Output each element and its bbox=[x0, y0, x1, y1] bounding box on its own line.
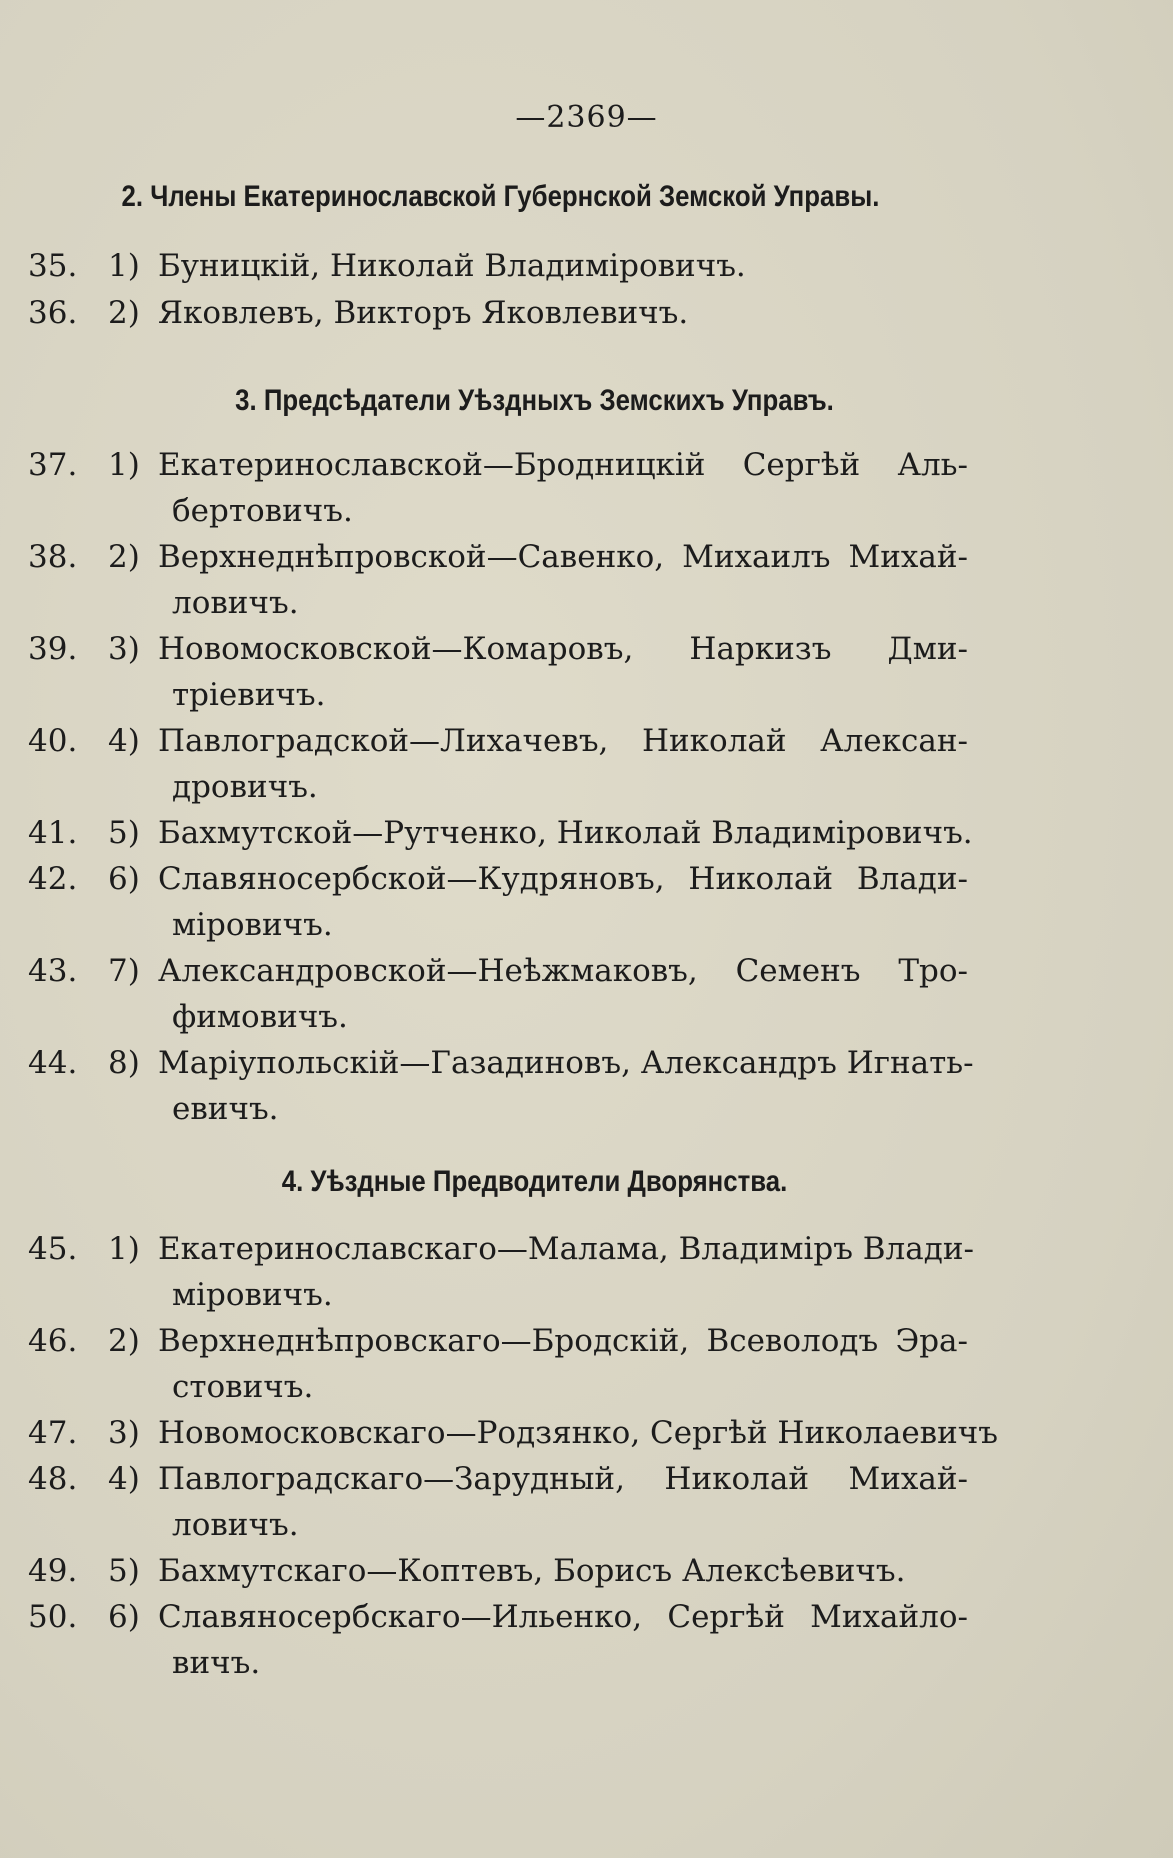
entry-number: 46. bbox=[28, 1323, 78, 1359]
entry-number: 39. bbox=[28, 631, 78, 667]
entry-text-continued: бертовичъ. bbox=[172, 493, 353, 529]
entry-subnumber: 2) bbox=[108, 539, 140, 575]
entry-text: Павлоградской—Лихачевъ, Николай Алексан- bbox=[158, 723, 968, 759]
entry-subnumber: 4) bbox=[108, 1461, 140, 1497]
entry-text: Бахмутскаго—Коптевъ, Борисъ Алексѣевичъ. bbox=[158, 1553, 906, 1589]
section-heading: 2. Члены Екатеринославской Губернской Земской Управы. bbox=[121, 180, 880, 213]
page-number: —2369— bbox=[515, 100, 658, 135]
entry-subnumber: 4) bbox=[108, 723, 140, 759]
entry-text: Екатеринославской—Бродницкій Сергѣй Аль- bbox=[158, 447, 968, 483]
entry-subnumber: 1) bbox=[108, 248, 140, 284]
entry-text-continued: дровичъ. bbox=[172, 769, 318, 805]
entry-number: 40. bbox=[28, 723, 78, 759]
entry-subnumber: 1) bbox=[108, 447, 140, 483]
entry-subnumber: 8) bbox=[108, 1045, 140, 1081]
entry-text: Екатеринославскаго—Малама, Владиміръ Влади- bbox=[158, 1231, 974, 1267]
entry-text: Новомосковской—Комаровъ, Наркизъ Дми- bbox=[158, 631, 968, 667]
entry-number: 45. bbox=[28, 1231, 78, 1267]
entry-number: 38. bbox=[28, 539, 78, 575]
entry-subnumber: 6) bbox=[108, 1599, 140, 1635]
entry-text-continued: тріевичъ. bbox=[172, 677, 326, 713]
entry-text: Верхнеднѣпровской—Савенко, Михаилъ Михай- bbox=[158, 539, 968, 575]
section-heading: 4. Уѣздные Предводители Дворянства. bbox=[281, 1165, 788, 1198]
entry-subnumber: 3) bbox=[108, 1415, 140, 1451]
entry-text: Маріупольскій—Газадиновъ, Александръ Игнать- bbox=[158, 1045, 974, 1081]
entry-number: 35. bbox=[28, 248, 78, 284]
entry-text-continued: ловичъ. bbox=[172, 585, 299, 621]
entry-number: 42. bbox=[28, 861, 78, 897]
entry-subnumber: 2) bbox=[108, 295, 140, 331]
entry-number: 43. bbox=[28, 953, 78, 989]
entry-text-continued: вичъ. bbox=[172, 1645, 261, 1681]
entry-text: Александровской—Неѣжмаковъ, Семенъ Тро- bbox=[158, 953, 968, 989]
entry-subnumber: 6) bbox=[108, 861, 140, 897]
entry-text-continued: стовичъ. bbox=[172, 1369, 314, 1405]
entry-number: 41. bbox=[28, 815, 78, 851]
entry-text-continued: ловичъ. bbox=[172, 1507, 299, 1543]
section-heading: 3. Предсѣдатели Уѣздныхъ Земскихъ Управъ. bbox=[235, 384, 834, 417]
entry-text-continued: фимовичъ. bbox=[172, 999, 348, 1035]
entry-text: Славяносербской—Кудряновъ, Николай Влади- bbox=[158, 861, 968, 897]
entry-text: Новомосковскаго—Родзянко, Сергѣй Николаевичъ bbox=[158, 1415, 998, 1451]
entry-subnumber: 5) bbox=[108, 1553, 140, 1589]
entry-text: Буницкій, Николай Владиміровичъ. bbox=[158, 248, 746, 284]
entry-text-continued: міровичъ. bbox=[172, 907, 333, 943]
entry-text: Верхнеднѣпровскаго—Бродскій, Всеволодъ Эра- bbox=[158, 1323, 968, 1359]
entry-text-continued: евичъ. bbox=[172, 1091, 279, 1127]
entry-text: Павлоградскаго—Зарудный, Николай Михай- bbox=[158, 1461, 968, 1497]
entry-text: Славяносербскаго—Ильенко, Сергѣй Михайло- bbox=[158, 1599, 968, 1635]
entry-subnumber: 3) bbox=[108, 631, 140, 667]
entry-number: 36. bbox=[28, 295, 78, 331]
entry-number: 37. bbox=[28, 447, 78, 483]
entry-number: 47. bbox=[28, 1415, 78, 1451]
entry-subnumber: 2) bbox=[108, 1323, 140, 1359]
entry-subnumber: 5) bbox=[108, 815, 140, 851]
entry-text: Яковлевъ, Викторъ Яковлевичъ. bbox=[158, 295, 689, 331]
entry-number: 44. bbox=[28, 1045, 78, 1081]
entry-number: 50. bbox=[28, 1599, 78, 1635]
entry-text-continued: міровичъ. bbox=[172, 1277, 333, 1313]
entry-number: 49. bbox=[28, 1553, 78, 1589]
entry-number: 48. bbox=[28, 1461, 78, 1497]
entry-subnumber: 7) bbox=[108, 953, 140, 989]
entry-text: Бахмутской—Рутченко, Николай Владиміровичъ. bbox=[158, 815, 973, 851]
entry-subnumber: 1) bbox=[108, 1231, 140, 1267]
